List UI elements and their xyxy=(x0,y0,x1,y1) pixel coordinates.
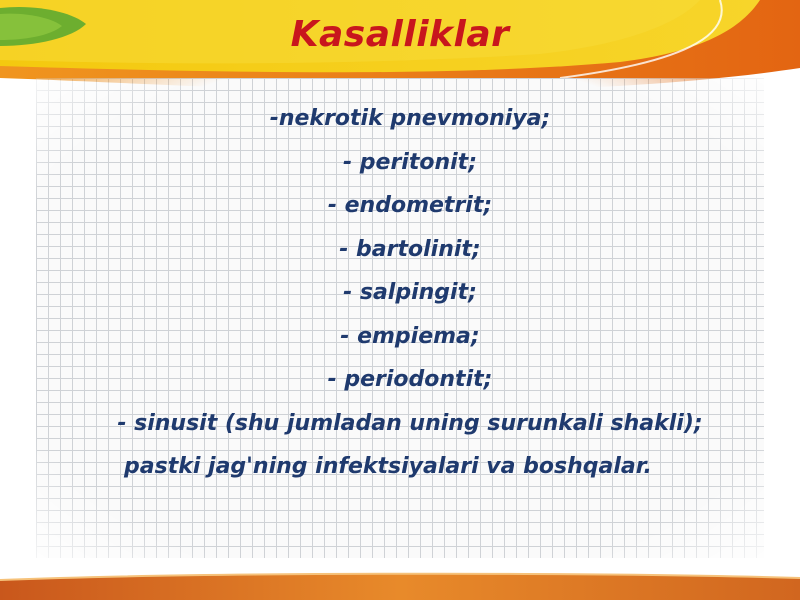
list-item: - empiema; xyxy=(340,323,480,349)
footer-decoration xyxy=(0,562,800,600)
disease-list xyxy=(60,97,760,489)
list-item: - peritonit; xyxy=(343,149,477,175)
list-item: - bartolinit; xyxy=(339,236,481,262)
list-item: - salpingit; xyxy=(343,280,477,305)
list-item: - periodontit; xyxy=(327,367,493,392)
slide-title: Kasalliklar xyxy=(290,14,510,55)
list-item: pastki jag'ning infektsiyalari va boshqalar. xyxy=(124,454,652,479)
list-item: - endometrit; xyxy=(327,193,493,218)
list-item: - sinusit (shu jumladan uning surunkali shakli); xyxy=(117,410,703,436)
list-item: -nekrotik pnevmoniya; xyxy=(269,106,551,131)
